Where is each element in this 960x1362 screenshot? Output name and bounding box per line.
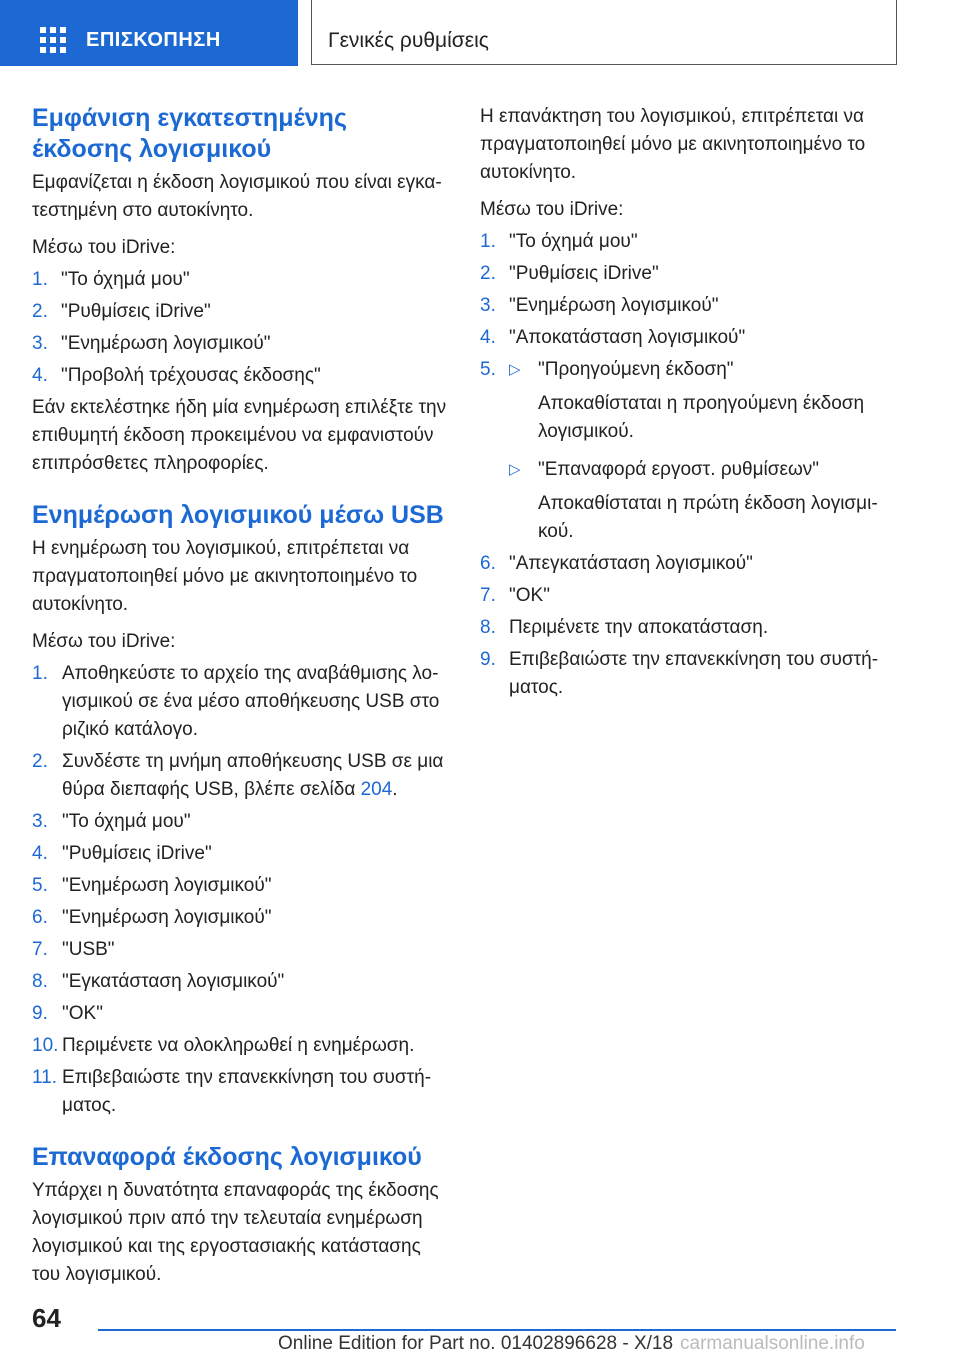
step-text: "Ενημέρωση λογισμικού" bbox=[62, 907, 272, 928]
list-item bbox=[32, 968, 450, 996]
step-list-installed-version bbox=[32, 266, 450, 390]
paragraph: Εάν εκτελέστηκε ήδη μία ενημέρωση επιλέξτε την επιθυμητή έκδοση προκειμένου να εμφανιστούν επιπρόσθετες πληροφορίες. bbox=[32, 397, 447, 474]
list-item bbox=[32, 904, 450, 932]
paragraph: Εμφανίζεται η έκδοση λογισμικού που είναι εγκατεστημένη στο αυτοκίνητο. bbox=[32, 172, 442, 221]
section-header bbox=[311, 0, 897, 65]
list-item bbox=[32, 1064, 450, 1120]
step-text: "Ενημέρωση λογισμικού" bbox=[509, 295, 719, 316]
footer-divider bbox=[98, 1329, 896, 1331]
heading-installed-version: Εμφάνιση εγκατεστημένης έκδοσης λογισμικού bbox=[32, 104, 347, 163]
sub-option-text: "Προηγούμενη έκδοση" bbox=[538, 359, 734, 380]
step-number: 7. bbox=[32, 939, 48, 960]
step-text: Περιμένετε να ολοκληρωθεί η ενημέρωση. bbox=[62, 1035, 415, 1056]
step-number: 9. bbox=[480, 649, 496, 670]
step-number: 11. bbox=[32, 1067, 58, 1088]
step-number: 5. bbox=[480, 359, 496, 380]
list-item bbox=[32, 936, 450, 964]
step-text: "OK" bbox=[62, 1003, 103, 1024]
step-list-usb-update bbox=[32, 660, 450, 1120]
step-text: Συνδέστε τη μνήμη αποθήκευσης USB σε μια θύρα διεπαφής USB, βλέπε σελίδα bbox=[62, 751, 444, 800]
step-number: 7. bbox=[480, 585, 496, 606]
list-item bbox=[480, 356, 898, 546]
sub-option-description: Αποκαθίσταται η προηγούμενη έκδοση λογισμικού. bbox=[538, 393, 865, 442]
overview-tab[interactable] bbox=[0, 0, 298, 66]
list-item bbox=[32, 872, 450, 900]
step-number: 10. bbox=[32, 1035, 59, 1056]
step-text: Επιβεβαιώστε την επανεκκίνηση του συστήματος. bbox=[62, 1067, 432, 1116]
step-number: 8. bbox=[32, 971, 48, 992]
step-number: 1. bbox=[32, 663, 48, 684]
paragraph: Μέσω του iDrive: bbox=[480, 199, 624, 220]
sub-option bbox=[509, 356, 898, 384]
list-item bbox=[480, 228, 898, 256]
edition-text: Online Edition for Part no. 01402896628 - X/18 bbox=[278, 1333, 674, 1354]
right-column bbox=[480, 103, 898, 702]
triangle-right-icon: ▷ bbox=[509, 461, 521, 478]
step-number: 1. bbox=[480, 231, 496, 252]
paragraph: Η επανάκτηση του λογισμικού, επιτρέπεται να πραγματοποιηθεί μόνο με ακινητοποιημένο το αυτοκίνητο. bbox=[480, 106, 866, 183]
page-number: 64 bbox=[32, 1303, 61, 1333]
list-item bbox=[480, 550, 898, 578]
list-item bbox=[480, 260, 898, 288]
step-number: 6. bbox=[32, 907, 48, 928]
heading-restore-version: Επαναφορά έκδοσης λογισμικού bbox=[32, 1143, 422, 1171]
paragraph: Η ενημέρωση του λογισμικού, επιτρέπεται να πραγματοποιηθεί μόνο με ακινητοποιημένο το αυτοκίνητο. bbox=[32, 538, 418, 615]
paragraph: Μέσω του iDrive: bbox=[32, 237, 176, 258]
step-number: 2. bbox=[32, 301, 48, 322]
step-text: "Αποκατάσταση λογισμικού" bbox=[509, 327, 746, 348]
left-column bbox=[32, 103, 450, 1289]
list-item bbox=[32, 660, 450, 744]
step-text: Επιβεβαιώστε την επανεκκίνηση του συστήματος. bbox=[509, 649, 879, 698]
section-title: Γενικές ρυθμίσεις bbox=[328, 29, 489, 52]
step-number: 2. bbox=[32, 751, 48, 772]
list-item bbox=[480, 292, 898, 320]
sub-option-description: Αποκαθίσταται η πρώτη έκδοση λογισμικού. bbox=[538, 493, 878, 542]
list-item bbox=[32, 1032, 450, 1060]
list-item bbox=[32, 840, 450, 868]
page-header bbox=[0, 0, 960, 66]
step-number: 9. bbox=[32, 1003, 48, 1024]
list-item bbox=[32, 330, 450, 358]
list-item bbox=[32, 362, 450, 390]
watermark-text: carmanualsonline.info bbox=[680, 1333, 865, 1354]
step-number: 3. bbox=[32, 811, 48, 832]
list-item bbox=[480, 614, 898, 642]
triangle-right-icon: ▷ bbox=[509, 361, 521, 378]
step-list-restore bbox=[480, 228, 898, 702]
list-item bbox=[32, 298, 450, 326]
list-item bbox=[480, 582, 898, 610]
sub-option bbox=[509, 456, 898, 484]
list-item bbox=[32, 748, 450, 804]
step-number: 3. bbox=[32, 333, 48, 354]
step-text: "Προβολή τρέχουσας έκδοσης" bbox=[61, 365, 321, 386]
step-text: "Εγκατάσταση λογισμικού" bbox=[62, 971, 285, 992]
step-text: "OK" bbox=[509, 585, 550, 606]
step-number: 5. bbox=[32, 875, 48, 896]
grid-menu-icon bbox=[40, 27, 66, 53]
step-number: 8. bbox=[480, 617, 496, 638]
step-text: "Ενημέρωση λογισμικού" bbox=[62, 875, 272, 896]
list-item bbox=[32, 1000, 450, 1028]
step-number: 2. bbox=[480, 263, 496, 284]
step-text: "Απεγκατάσταση λογισμικού" bbox=[509, 553, 753, 574]
step-text: "Ενημέρωση λογισμικού" bbox=[61, 333, 271, 354]
list-item bbox=[480, 646, 898, 702]
step-number: 4. bbox=[32, 843, 48, 864]
step-text: "Το όχημά μου" bbox=[62, 811, 191, 832]
step-text: Αποθηκεύστε το αρχείο της αναβάθμισης λογισμικού σε ένα μέσο αποθήκευσης USB στο ριζικό κατάλογο. bbox=[62, 663, 440, 740]
step-text: Περιμένετε την αποκατάσταση. bbox=[509, 617, 769, 638]
step-text: "USB" bbox=[62, 939, 115, 960]
list-item bbox=[480, 324, 898, 352]
sub-option-text: "Επαναφορά εργοστ. ρυθμίσεων" bbox=[538, 459, 820, 480]
step-number: 1. bbox=[32, 269, 48, 290]
paragraph: Υπάρχει η δυνατότητα επαναφοράς της έκδοσης λογισμικού πριν από την τελευταία ενημέρωση λογισμικού και της εργοστασιακής κατάστασης του λογισμικού. bbox=[32, 1180, 439, 1285]
overview-tab-label: ΕΠΙΣΚΟΠΗΣΗ bbox=[86, 29, 221, 51]
step-number: 4. bbox=[32, 365, 48, 386]
step-number: 3. bbox=[480, 295, 496, 316]
step-text: "Το όχημά μου" bbox=[61, 269, 190, 290]
list-item bbox=[32, 266, 450, 294]
heading-usb-update: Ενημέρωση λογισμικού μέσω USB bbox=[32, 501, 444, 529]
step-text: "Ρυθμίσεις iDrive" bbox=[62, 843, 212, 864]
page-link[interactable]: 204 bbox=[360, 779, 393, 800]
step-text: "Ρυθμίσεις iDrive" bbox=[61, 301, 211, 322]
list-item bbox=[32, 808, 450, 836]
step-text: "Ρυθμίσεις iDrive" bbox=[509, 263, 659, 284]
step-text-end: . bbox=[392, 779, 398, 800]
step-number: 6. bbox=[480, 553, 496, 574]
step-number: 4. bbox=[480, 327, 496, 348]
paragraph: Μέσω του iDrive: bbox=[32, 631, 176, 652]
step-text: "Το όχημά μου" bbox=[509, 231, 638, 252]
